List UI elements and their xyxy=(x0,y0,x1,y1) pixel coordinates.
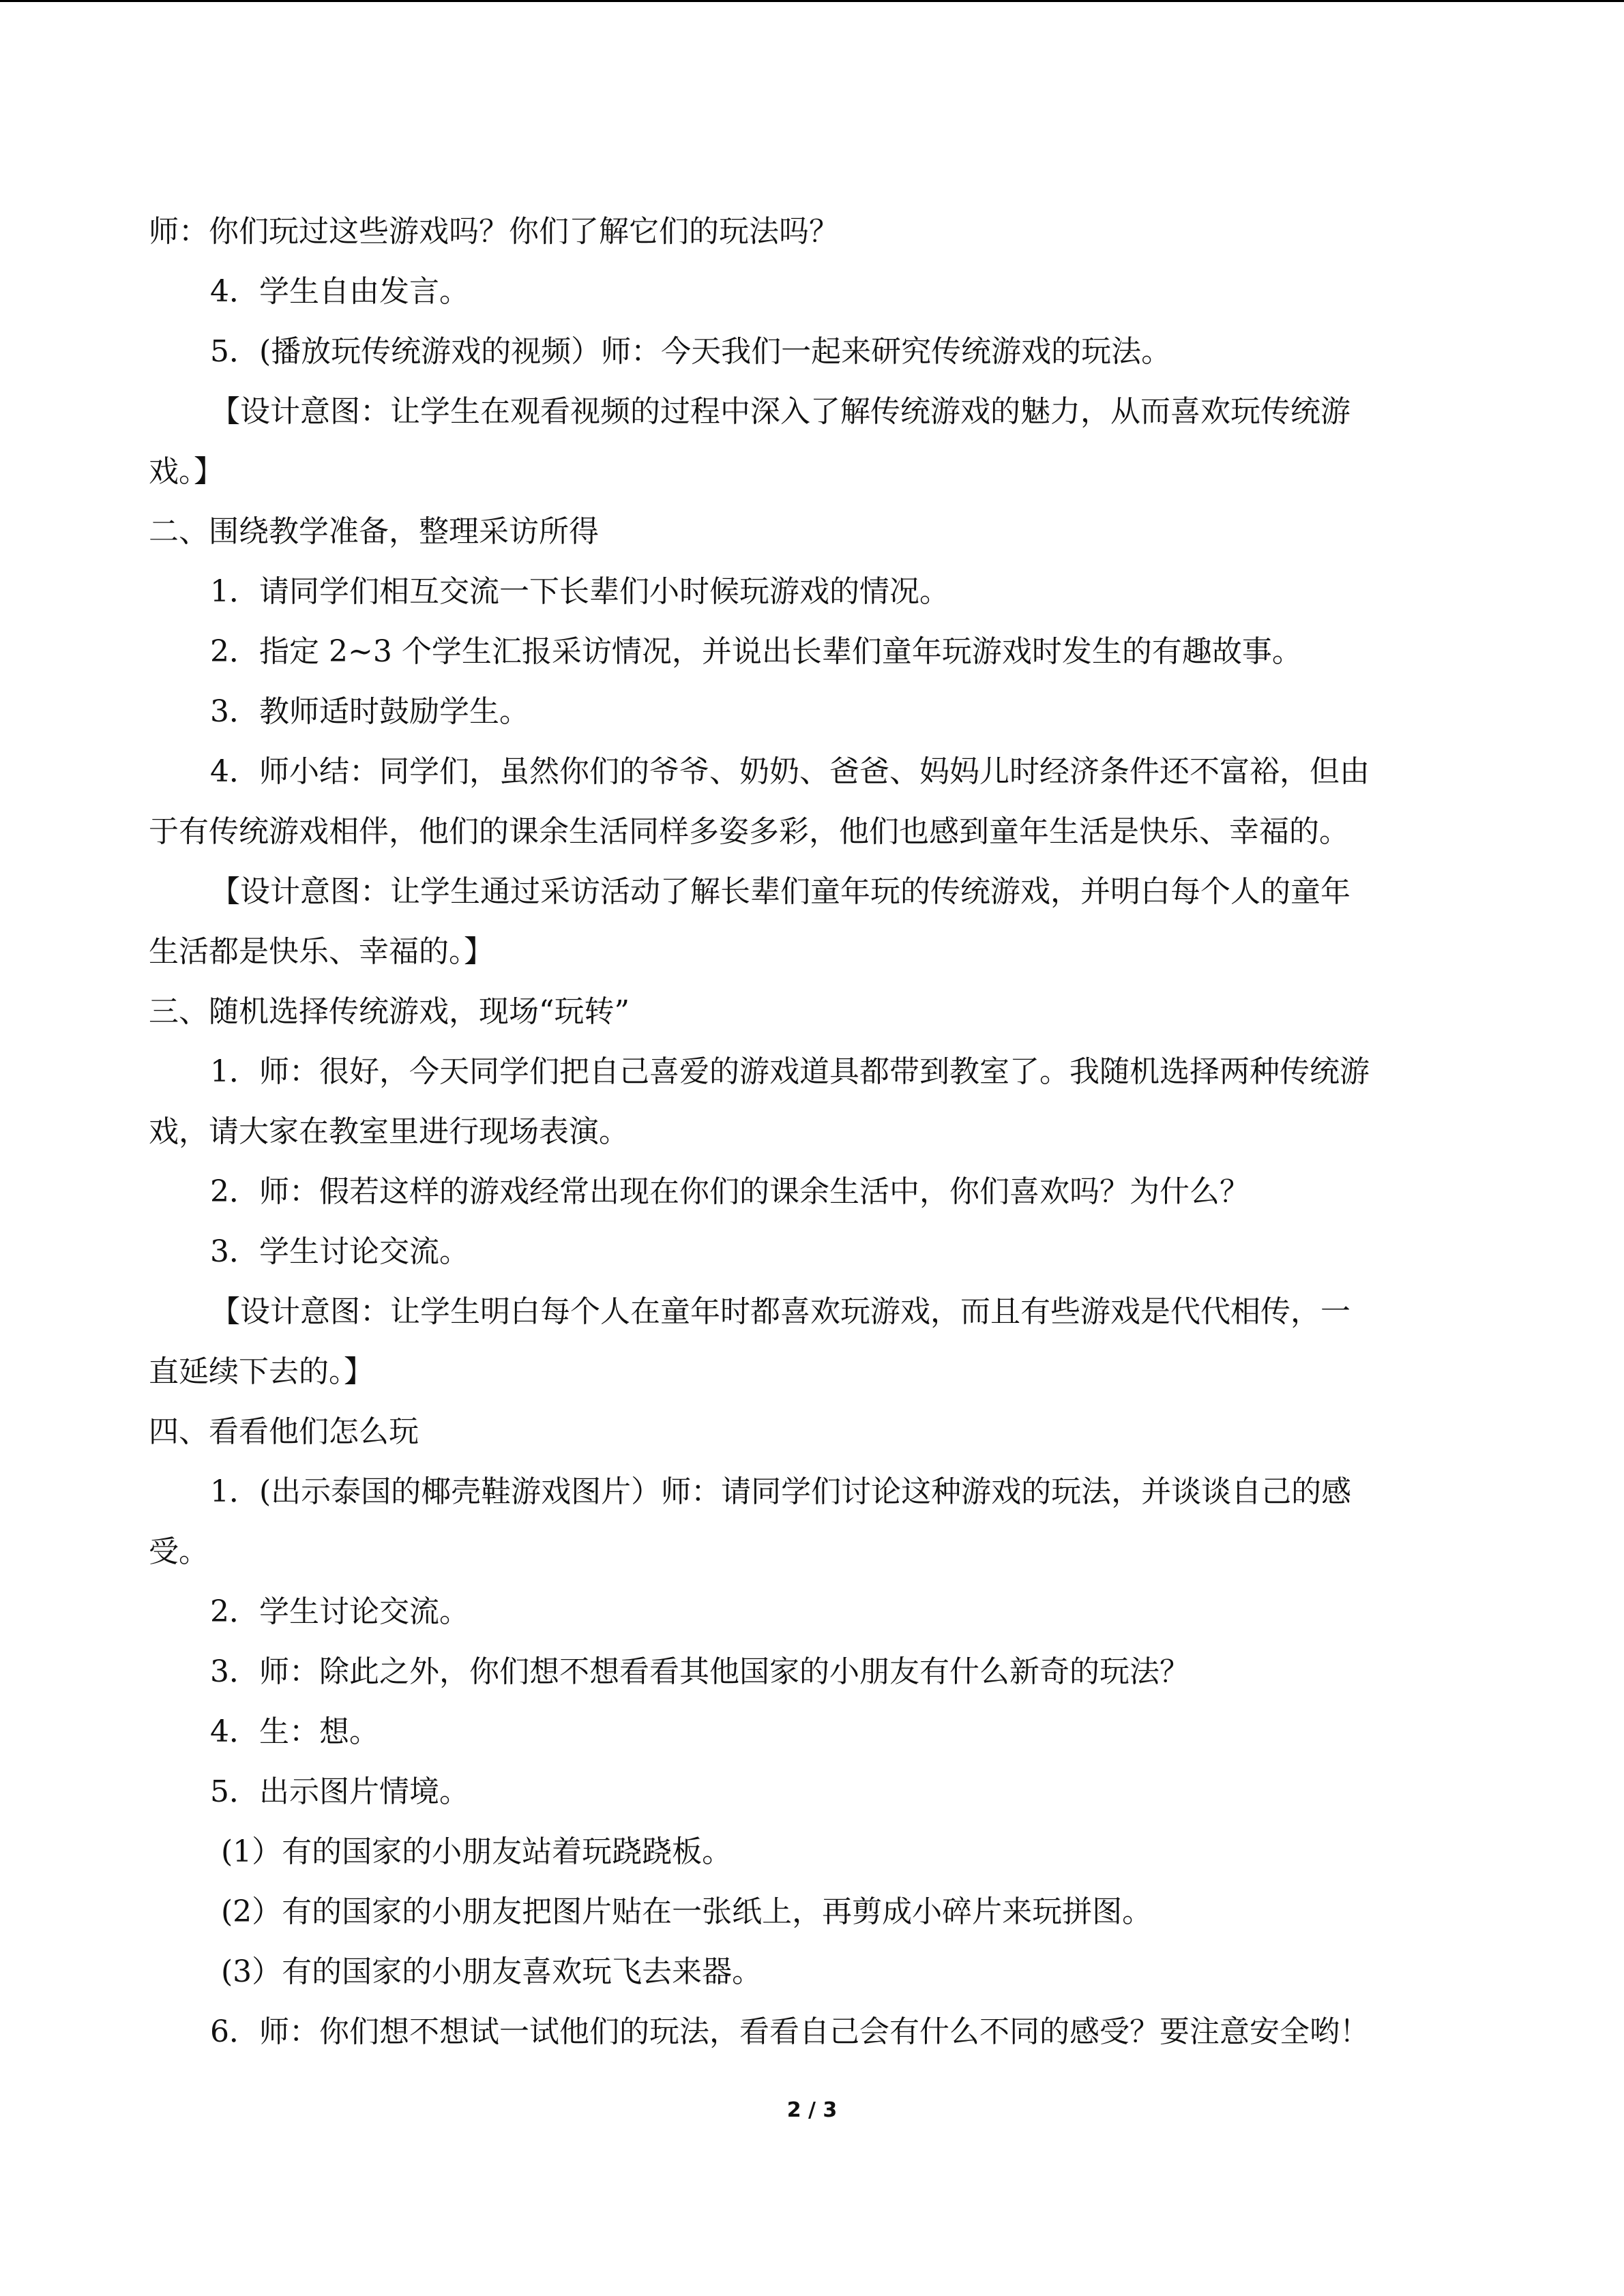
design-intent-line: 戏。】 xyxy=(149,454,224,489)
paragraph-line: 于有传统游戏相伴，他们的课余生活同样多姿多彩，他们也感到童年生活是快乐、幸福的。 xyxy=(149,814,1349,849)
paragraph-line: 5．出示图片情境。 xyxy=(210,1774,469,1809)
paragraph-line: 2．师：假若这样的游戏经常出现在你们的课余生活中，你们喜欢吗？为什么？ xyxy=(210,1174,1250,1209)
paragraph-line: 3．学生讨论交流。 xyxy=(210,1234,469,1269)
paragraph-line: 2．学生讨论交流。 xyxy=(210,1594,469,1629)
paragraph-line: 4．师小结：同学们，虽然你们的爷爷、奶奶、爸爸、妈妈儿时经济条件还不富裕，但由 xyxy=(210,754,1370,789)
paragraph-line: 1．师：很好，今天同学们把自己喜爱的游戏道具都带到教室了。我随机选择两种传统游 xyxy=(210,1054,1370,1089)
paragraph-line: 2．指定 2~3 个学生汇报采访情况，并说出长辈们童年玩游戏时发生的有趣故事。 xyxy=(210,634,1302,669)
section-heading: 二、围绕教学准备，整理采访所得 xyxy=(149,514,599,549)
paragraph-line: 1．请同学们相互交流一下长辈们小时候玩游戏的情况。 xyxy=(210,574,949,609)
section-heading: 三、随机选择传统游戏，现场“玩转” xyxy=(149,994,630,1029)
design-intent-line: 生活都是快乐、幸福的。】 xyxy=(149,934,494,969)
list-item: (2）有的国家的小朋友把图片贴在一张纸上，再剪成小碎片来玩拼图。 xyxy=(221,1894,1153,1929)
paragraph-line: 5．(播放玩传统游戏的视频）师：今天我们一起来研究传统游戏的玩法。 xyxy=(210,334,1172,369)
paragraph-line: 师：你们玩过这些游戏吗？你们了解它们的玩法吗？ xyxy=(149,214,839,249)
paragraph-line: 4．学生自由发言。 xyxy=(210,274,469,309)
design-intent-line: 【设计意图：让学生在观看视频的过程中深入了解传统游戏的魅力，从而喜欢玩传统游 xyxy=(210,394,1350,429)
paragraph-line: 受。 xyxy=(149,1534,209,1569)
paragraph-line: 6．师：你们想不想试一试他们的玩法，看看自己会有什么不同的感受？要注意安全哟！ xyxy=(210,2014,1370,2049)
design-intent-line: 【设计意图：让学生通过采访活动了解长辈们童年玩的传统游戏，并明白每个人的童年 xyxy=(210,874,1350,909)
paragraph-line: 4．生：想。 xyxy=(210,1714,379,1749)
paragraph-line: 戏，请大家在教室里进行现场表演。 xyxy=(149,1114,629,1149)
paragraph-line: 3．师：除此之外，你们想不想看看其他国家的小朋友有什么新奇的玩法？ xyxy=(210,1654,1190,1689)
paragraph-line: 3．教师适时鼓励学生。 xyxy=(210,694,529,729)
list-item: (3）有的国家的小朋友喜欢玩飞去来器。 xyxy=(221,1954,763,1989)
design-intent-line: 【设计意图：让学生明白每个人在童年时都喜欢玩游戏，而且有些游戏是代代相传，一 xyxy=(210,1294,1350,1329)
paragraph-line: 1．(出示泰国的椰壳鞋游戏图片）师：请同学们讨论这种游戏的玩法，并谈谈自己的感 xyxy=(210,1474,1352,1509)
design-intent-line: 直延续下去的。】 xyxy=(149,1354,374,1389)
section-heading: 四、看看他们怎么玩 xyxy=(149,1414,419,1449)
list-item: (1）有的国家的小朋友站着玩跷跷板。 xyxy=(221,1834,733,1869)
page-number: 2 / 3 xyxy=(786,2098,838,2122)
